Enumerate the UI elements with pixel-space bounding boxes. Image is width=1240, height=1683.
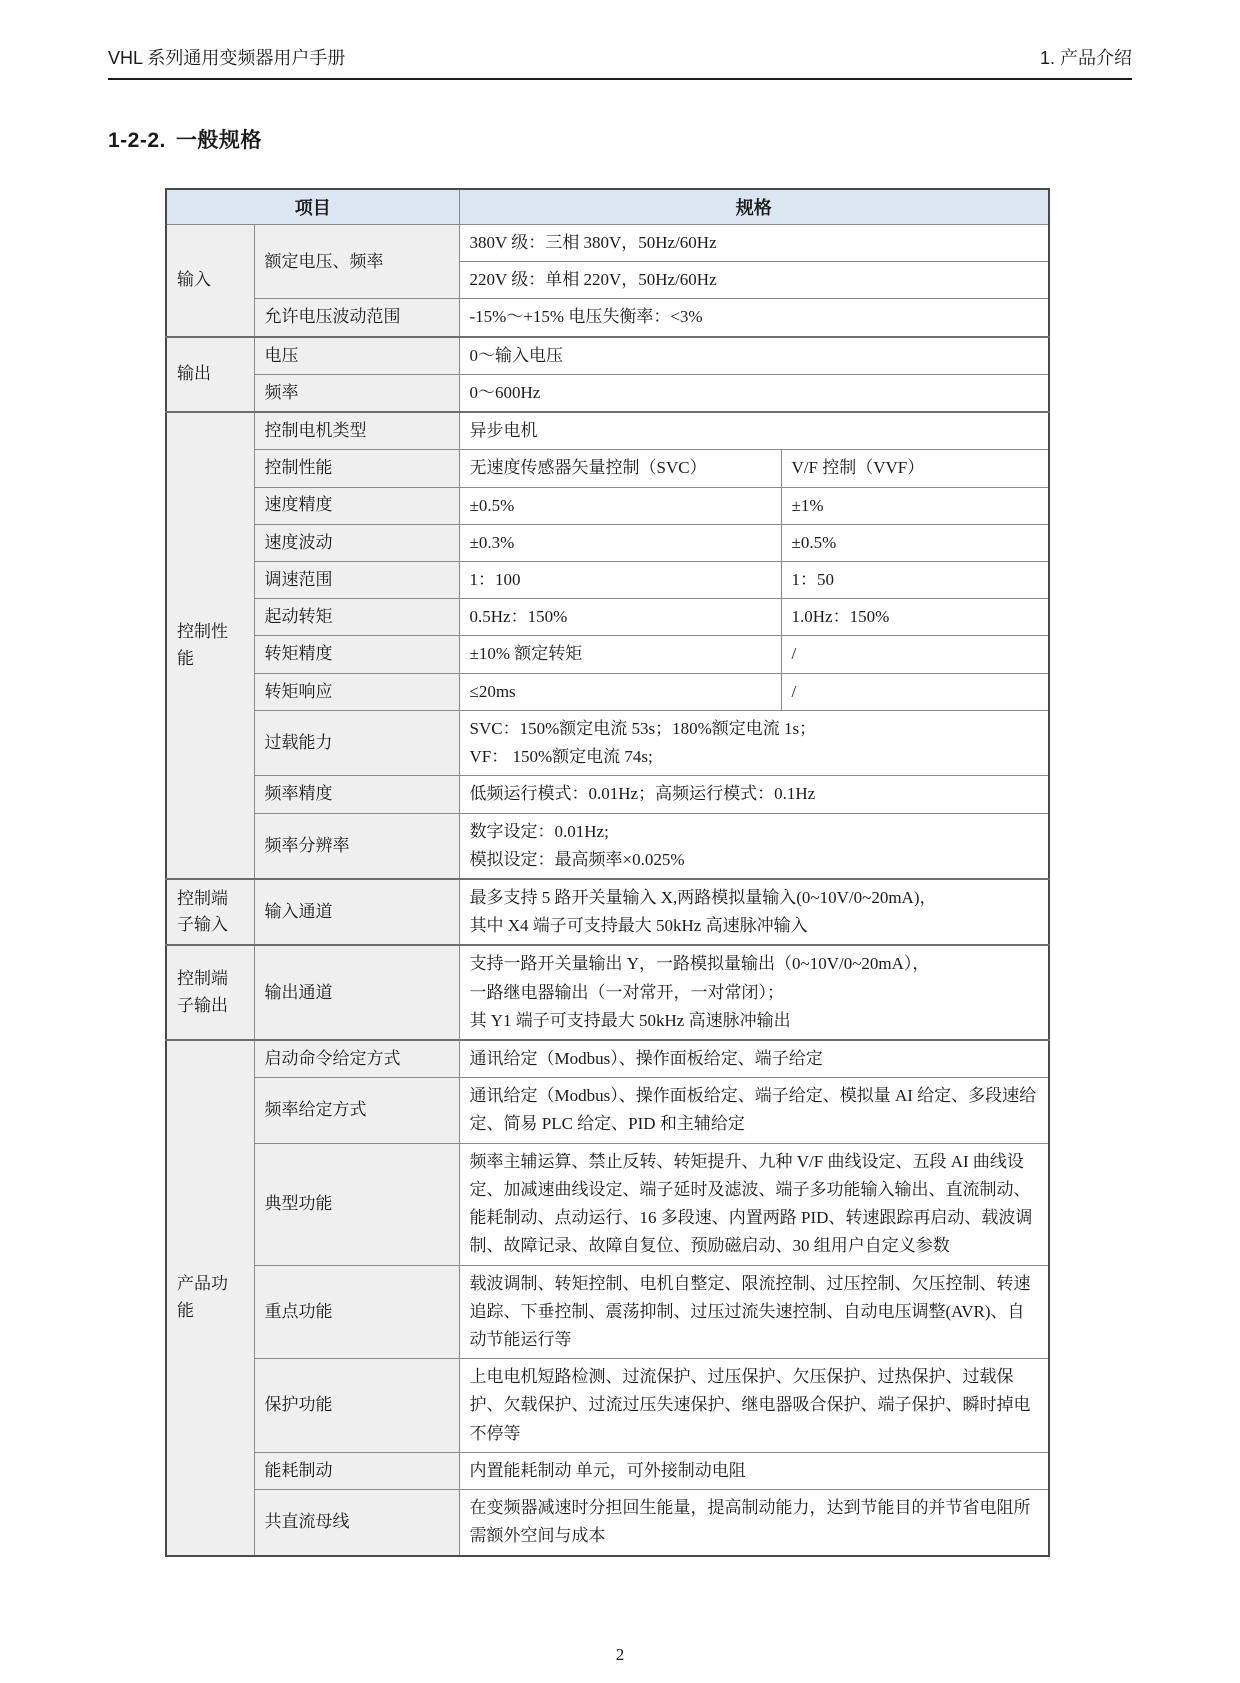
table-row (166, 487, 1049, 524)
label-frequency-accuracy: 频率精度 (254, 776, 459, 813)
output-channel-line-3: 其 Y1 端子可支持最大 50kHz 高速脉冲输出 (469, 1010, 791, 1030)
label-speed-range: 调速范围 (254, 561, 459, 598)
value-speed-range-vf: 1：50 (781, 561, 1049, 598)
table-row (166, 374, 1049, 412)
value-control-mode-svc: 无速度传感器矢量控制（SVC） (459, 450, 781, 487)
value-start-torque-vf: 1.0Hz：150% (781, 599, 1049, 636)
category-output: 输出 (166, 337, 254, 412)
value-speed-fluctuation-svc: ±0.3% (459, 524, 781, 561)
general-spec-table (165, 188, 1050, 1557)
value-motor-type: 异步电机 (459, 412, 1049, 450)
input-channel-line-2: 其中 X4 端子可支持最大 50kHz 高速脉冲输入 (469, 916, 808, 936)
label-torque-accuracy: 转矩精度 (254, 636, 459, 673)
value-output-channel (459, 945, 1049, 1040)
value-input-channel (459, 879, 1049, 945)
label-output-voltage: 电压 (254, 337, 459, 375)
label-output-frequency: 频率 (254, 374, 459, 412)
value-voltage-fluctuation: -15%～+15% 电压失衡率：<3% (459, 299, 1049, 337)
value-start-torque-svc: 0.5Hz：150% (459, 599, 781, 636)
overload-line-1: SVC：150%额定电流 53s；180%额定电流 1s； (469, 718, 817, 738)
value-speed-accuracy-vf: ±1% (781, 487, 1049, 524)
table-row (166, 673, 1049, 710)
value-torque-accuracy-vf: / (781, 636, 1049, 673)
section-name: 一般规格 (175, 129, 262, 152)
section-title (108, 124, 1132, 154)
page-number: 2 (615, 1644, 625, 1664)
category-product-functions: 产品功能 (166, 1040, 254, 1556)
table-row (166, 337, 1049, 375)
value-speed-fluctuation-vf: ±0.5% (781, 524, 1049, 561)
value-rated-380: 380V 级：三相 380V，50Hz/60Hz (459, 225, 1049, 262)
label-speed-fluctuation: 速度波动 (254, 524, 459, 561)
table-row (166, 1359, 1049, 1453)
table-row (166, 1452, 1049, 1489)
column-header-item: 项目 (166, 189, 459, 225)
table-row (166, 561, 1049, 598)
input-channel-line-1: 最多支持 5 路开关量输入 X,两路模拟量输入(0~10V/0~20mA)， (469, 887, 937, 907)
table-row (166, 225, 1049, 262)
value-frequency-setting-mode: 通讯给定（Modbus）、操作面板给定、端子给定、模拟量 AI 给定、多段速给定、简易 PLC 给定、PID 和主辅给定 (459, 1078, 1049, 1143)
output-channel-line-1: 支持一路开关量输出 Y，一路模拟量输出（0~10V/0~20mA）， (469, 954, 930, 974)
category-control-terminal-input: 控制端子输入 (166, 879, 254, 945)
value-speed-range-svc: 1：100 (459, 561, 781, 598)
table-header-row (166, 189, 1049, 225)
frequency-resolution-line-1: 数字设定：0.01Hz; (469, 821, 609, 841)
value-typical-functions: 频率主辅运算、禁止反转、转矩提升、九种 V/F 曲线设定、五段 AI 曲线设定、加减速曲线设定、端子延时及滤波、端子多功能输入输出、直流制动、能耗制动、点动运行、16 多段速、内置两路 PID、转速跟踪再启动、载波调制、故障记录、故障自复位、预励磁启动、30 组用户自定义参数 (459, 1143, 1049, 1265)
value-output-frequency: 0～600Hz (459, 374, 1049, 412)
value-output-voltage: 0～输入电压 (459, 337, 1049, 375)
label-common-dc-bus: 共直流母线 (254, 1490, 459, 1556)
label-dynamic-braking: 能耗制动 (254, 1452, 459, 1489)
value-overload-capacity (459, 710, 1049, 775)
value-rated-220: 220V 级：单相 220V，50Hz/60Hz (459, 262, 1049, 299)
table-row (166, 1490, 1049, 1556)
table-row (166, 1143, 1049, 1265)
table-row (166, 1265, 1049, 1359)
page-header (108, 44, 1132, 80)
label-motor-type: 控制电机类型 (254, 412, 459, 450)
label-key-functions: 重点功能 (254, 1265, 459, 1359)
table-row (166, 1078, 1049, 1143)
label-frequency-resolution: 频率分辨率 (254, 813, 459, 879)
value-frequency-accuracy: 低频运行模式：0.01Hz；高频运行模式：0.1Hz (459, 776, 1049, 813)
overload-line-2: VF： 150%额定电流 74s; (469, 747, 653, 767)
label-voltage-fluctuation: 允许电压波动范围 (254, 299, 459, 337)
value-start-command-mode: 通讯给定（Modbus）、操作面板给定、端子给定 (459, 1040, 1049, 1078)
spec-table-wrapper (165, 188, 1132, 1557)
category-control-performance: 控制性能 (166, 412, 254, 879)
value-key-functions: 载波调制、转矩控制、电机自整定、限流控制、过压控制、欠压控制、转速追踪、下垂控制、震荡抑制、过压过流失速控制、自动电压调整(AVR)、自动节能运行等 (459, 1265, 1049, 1359)
table-row (166, 450, 1049, 487)
section-number: 1-2-2. (108, 129, 166, 152)
table-row (166, 813, 1049, 879)
label-frequency-setting-mode: 频率给定方式 (254, 1078, 459, 1143)
header-chapter: 1. 产品介绍 (1039, 48, 1132, 68)
table-row (166, 710, 1049, 775)
value-control-mode-vf: V/F 控制（VVF） (781, 450, 1049, 487)
value-speed-accuracy-svc: ±0.5% (459, 487, 781, 524)
category-input: 输入 (166, 225, 254, 337)
table-row (166, 636, 1049, 673)
value-common-dc-bus: 在变频器减速时分担回生能量，提高制动能力，达到节能目的并节省电阻所需额外空间与成本 (459, 1490, 1049, 1556)
value-protection-functions: 上电电机短路检测、过流保护、过压保护、欠压保护、过热保护、过载保护、欠载保护、过流过压失速保护、继电器吸合保护、端子保护、瞬时掉电不停等 (459, 1359, 1049, 1453)
value-dynamic-braking: 内置能耗制动 单元，可外接制动电阻 (459, 1452, 1049, 1489)
table-row (166, 412, 1049, 450)
label-control-mode: 控制性能 (254, 450, 459, 487)
label-rated-voltage-frequency: 额定电压、频率 (254, 225, 459, 299)
label-typical-functions: 典型功能 (254, 1143, 459, 1265)
table-row (166, 945, 1049, 1040)
label-output-channel: 输出通道 (254, 945, 459, 1040)
label-start-command-mode: 启动命令给定方式 (254, 1040, 459, 1078)
table-row (166, 879, 1049, 945)
column-header-spec: 规格 (459, 189, 1049, 225)
label-input-channel: 输入通道 (254, 879, 459, 945)
value-torque-accuracy-svc: ±10% 额定转矩 (459, 636, 781, 673)
label-speed-accuracy: 速度精度 (254, 487, 459, 524)
frequency-resolution-line-2: 模拟设定：最高频率×0.025% (469, 849, 685, 869)
table-row (166, 299, 1049, 337)
value-frequency-resolution (459, 813, 1049, 879)
label-overload-capacity: 过载能力 (254, 710, 459, 775)
table-row (166, 1040, 1049, 1078)
output-channel-line-2: 一路继电器输出（一对常开，一对常闭）； (469, 982, 784, 1002)
category-control-terminal-output: 控制端子输出 (166, 945, 254, 1040)
table-row (166, 776, 1049, 813)
label-torque-response: 转矩响应 (254, 673, 459, 710)
label-start-torque: 起动转矩 (254, 599, 459, 636)
table-row (166, 599, 1049, 636)
value-torque-response-svc: ≤20ms (459, 673, 781, 710)
header-manual-title: VHL 系列通用变频器用户手册 (108, 48, 346, 68)
value-torque-response-vf: / (781, 673, 1049, 710)
table-row (166, 524, 1049, 561)
label-protection-functions: 保护功能 (254, 1359, 459, 1453)
